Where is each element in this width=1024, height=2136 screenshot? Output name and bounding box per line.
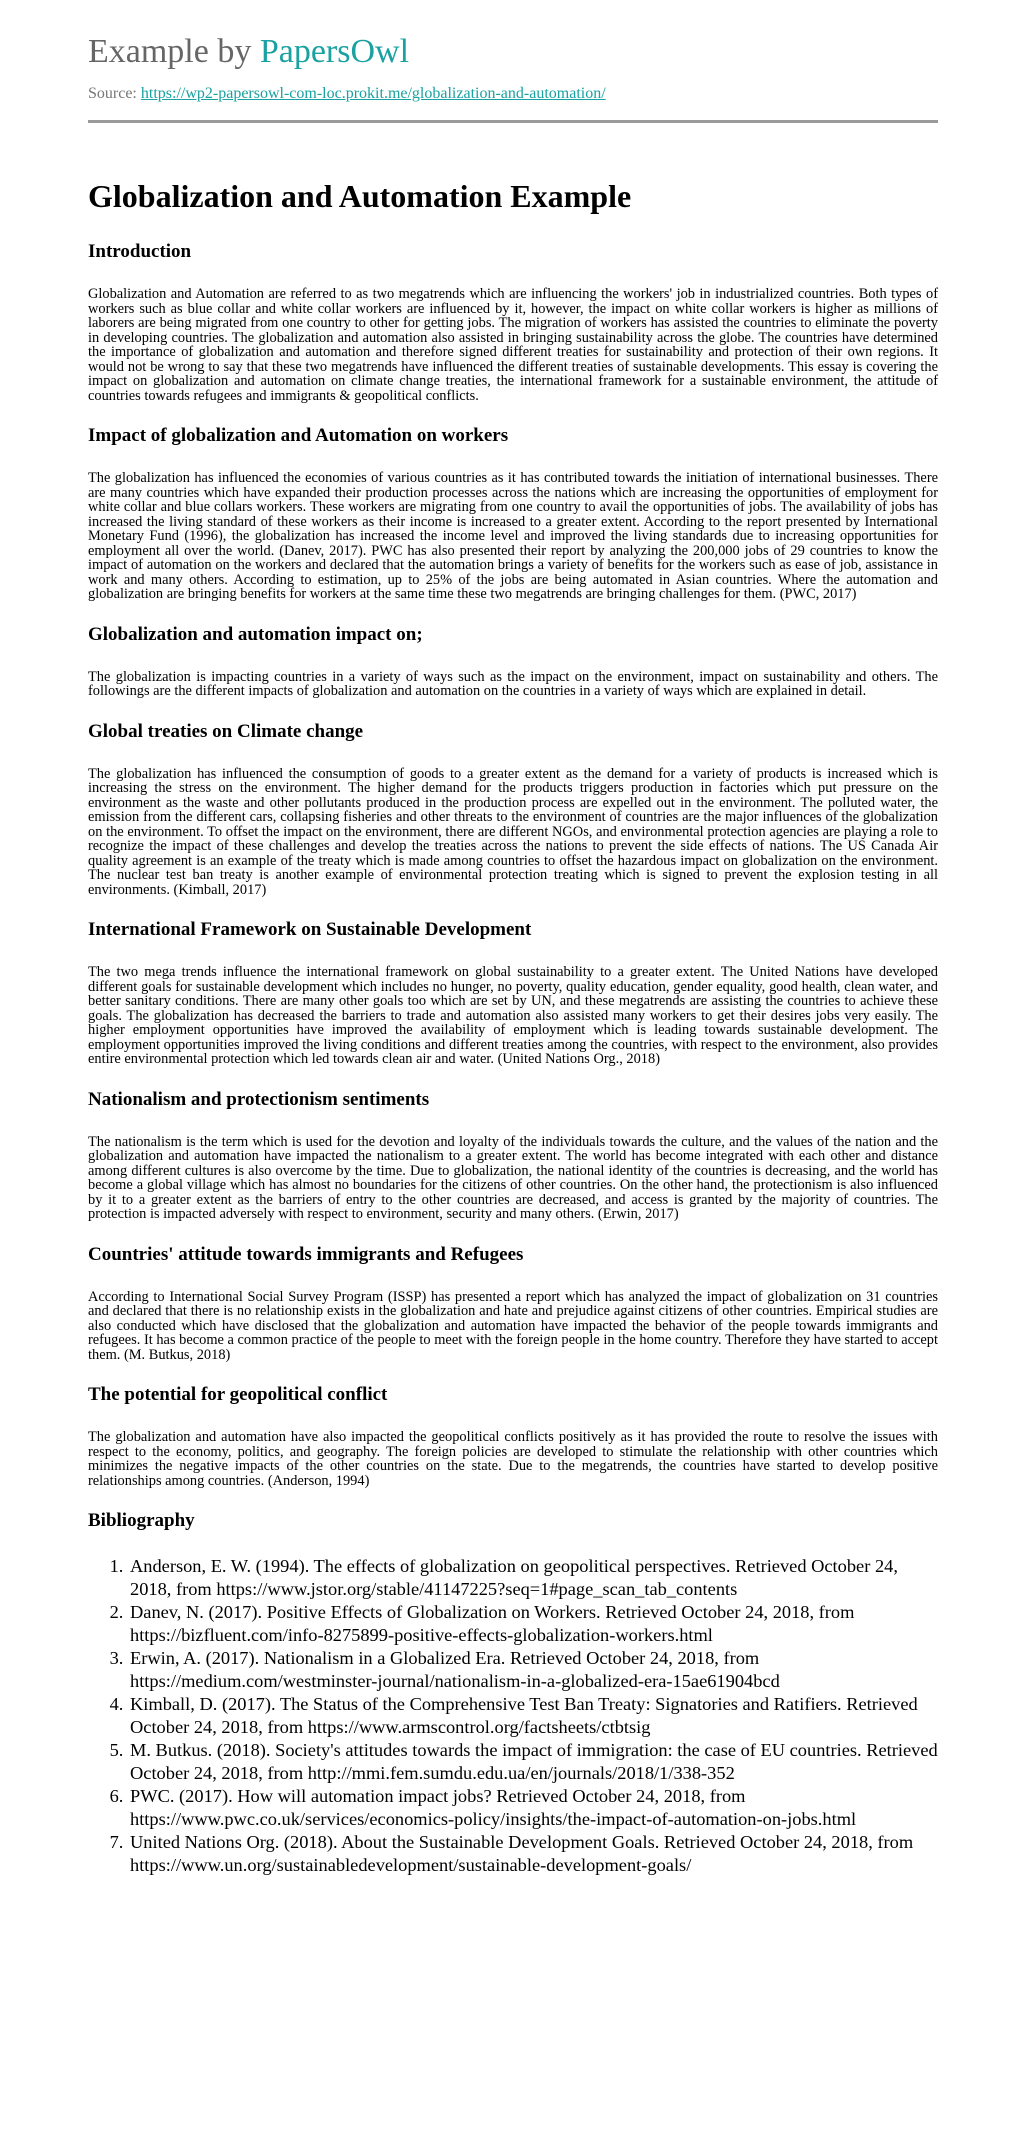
section-body-nationalism: The nationalism is the term which is used for the devotion and loyalty of the individuals towards the culture, and the values of the nation and the globalization and automation have impacted the nationalism to a greater extent. The world has become integrated with each other and distance among different cultures is also overcome by the time. Due to globalization, the national identity of the countries is decreasing, and the world has become a global village which has almost no boundaries for the citizens of other countries. On the other hand, the protectionism is also influenced by it to a greater extent as the barriers of entry to the other countries are decreased, and access is granted by the majority of countries. The protection is impacted adversely with respect to environment, security and many others. (Erwin, 2017) <box>88 1133 938 1222</box>
bibliography-list <box>88 1555 938 1877</box>
section-heading-nationalism: Nationalism and protectionism sentiments <box>88 1088 430 1110</box>
section-body-geopolitical: The globalization and automation have also impacted the geopolitical conflicts positively as it has provided the route to resolve the issues with respect to the economy, politics, and geography. The foreign policies are developed to stimulate the relationship with other countries which minimizes the negative impacts of the other countries on the state. Due to the megatrends, the countries have started to develop positive relationships among countries. (Anderson, 1994) <box>88 1429 938 1489</box>
brand-prefix: Example by <box>88 33 252 70</box>
section-heading-geopolitical: The potential for geopolitical conflict <box>88 1384 388 1405</box>
brand-name: PapersOwl <box>259 33 410 70</box>
section-body-impact-on-workers: The globalization has influenced the economies of various countries as it has contributed towards the initiation of international businesses. There are many countries which have expanded their production processes across the nations which are increasing the opportunities of employment for white collar and blue collars workers. These workers are migrating from one country to avail the opportunities of jobs. The availability of jobs has increased the living standard of these workers as their income is increased to a greater extent. According to the report presented by International Monetary Fund (1996), the globalization has increased the income level and improved the living standards due to increasing opportunities for employment all over the world. (Danev, 2017). PWC has also presented their report by analyzing the 200,000 jobs of 29 countries to know the impact of automation on the workers and declared that the automation brings a variety of benefits for the workers such as ease of job, assistance in work and many others. According to estimation, up to 25% of the jobs are being automated in Asian countries. Where the automation and globalization are bringing benefits for workers at the same time these two megatrends are bringing challenges for them. (PWC, 2017) <box>88 470 938 602</box>
document-page <box>88 0 938 1877</box>
section-heading-impact-on: Globalization and automation impact on; <box>88 623 423 645</box>
source-label: Source: <box>88 85 137 102</box>
bibliography-item: 7. United Nations Org. (2018). About the Sustainable Development Goals. Retrieved October 24, 2018, from https://www.un.org/sustainabledevelopment/sustainable-development-goals/ <box>128 1831 938 1877</box>
bibliography-item: 6. PWC. (2017). How will automation impact jobs? Retrieved October 24, 2018, from https://www.pwc.co.uk/services/economics-policy/insights/the-impact-of-automation-on-jobs.html <box>128 1785 938 1831</box>
section-body-impact-on: The globalization is impacting countries in a variety of ways such as the impact on the environment, impact on sustainability and others. The followings are the different impacts of globalization and automation on the countries in a variety of ways which are explained in detail. <box>88 668 938 699</box>
bibliography-item: 3. Erwin, A. (2017). Nationalism in a Globalized Era. Retrieved October 24, 2018, from https://medium.com/westminster-journal/nationalism-in-a-globalized-era-15ae61904bcd <box>128 1647 938 1693</box>
bibliography-heading: Bibliography <box>88 1510 195 1531</box>
bibliography-item: 4. Kimball, D. (2017). The Status of the Comprehensive Test Ban Treaty: Signatories and Ratifiers. Retrieved October 24, 2018, from https://www.armscontrol.org/factsheets/ctbtsig <box>128 1693 938 1739</box>
section-body-introduction: Globalization and Automation are referred to as two megatrends which are influencing the workers' job in industrialized countries. Both types of workers such as blue collar and white collar workers are influenced by it, however, the impact on white collar workers is higher as millions of laborers are being migrated from one country to other for getting jobs. The migration of workers has assisted the countries to eliminate the poverty in developing countries. The globalization and automation also assisted in bringing sustainability across the globe. The countries have determined the importance of globalization and automation and therefore signed different treaties for sustainability and protection of their own regions. It would not be wrong to say that these two megatrends have influenced the different treaties of sustainable developments. This essay is covering the impact on globalization and automation on climate change treaties, the international framework for a sustainable environment, the attitude of countries towards refugees and immigrants & geopolitical conflicts. <box>88 286 938 404</box>
section-body-immigrants: According to International Social Survey Program (ISSP) has presented a report which has analyzed the impact of globalization on 31 countries and declared that there is no relationship exists in the globalization and hate and prejudice against citizens of other countries. Empirical studies are also conducted which have disclosed that the globalization and automation have impacted the behavior of the people towards immigrants and refugees. It has become a common practice of the people to meet with the foreign people in the home country. Therefore they have started to accept them. (M. Butkus, 2018) <box>88 1288 938 1363</box>
section-body-climate-treaties: The globalization has influenced the consumption of goods to a greater extent as the demand for a variety of products is increased which is increasing the stress on the environment. The higher demand for the products triggers production in factories which put pressure on the environment as the waste and other pollutants produced in the production process are expelled out in the environment. The polluted water, the emission from the different cars, collapsing fisheries and other threats to the environment of countries are the major influences of the globalization on the environment. To offset the impact on the environment, there are different NGOs, and environmental protection agencies are playing a role to recognize the impact of these challenges and develop the treaties across the nations to prevent the side effects of nations. The US Canada Air quality agreement is an example of the treaty which is made among countries to offset the hazardous impact on globalization on the environment. The nuclear test ban treaty is another example of environmental protection treating which is signed to prevent the explosion testing in all environments. (Kimball, 2017) <box>88 765 938 898</box>
section-heading-climate-treaties: Global treaties on Climate change <box>88 720 364 742</box>
page-title: Globalization and Automation Example <box>88 178 632 214</box>
source-line <box>88 84 938 104</box>
bibliography-item: 5. M. Butkus. (2018). Society's attitudes towards the impact of immigration: the case of EU countries. Retrieved October 24, 2018, from http://mmi.fem.sumdu.edu.ua/en/journals/2018/1/338-352 <box>128 1739 938 1785</box>
section-heading-sustainable-framework: International Framework on Sustainable Development <box>88 919 532 940</box>
section-heading-impact-on-workers: Impact of globalization and Automation on workers <box>88 425 509 446</box>
header-divider <box>88 120 938 123</box>
bibliography-item: 2. Danev, N. (2017). Positive Effects of Globalization on Workers. Retrieved October 24, 2018, from https://bizfluent.com/info-8275899-positive-effects-globalization-workers.html <box>128 1601 938 1647</box>
bibliography-item: 1. Anderson, E. W. (1994). The effects of globalization on geopolitical perspectives. Retrieved October 24, 2018, from https://www.jstor.org/stable/41147225?seq=1#page_scan_tab_contents <box>128 1555 938 1601</box>
section-body-sustainable-framework: The two mega trends influence the international framework on global sustainability to a greater extent. The United Nations have developed different goals for sustainable development which includes no hunger, no poverty, quality education, gender equality, good health, clean water, and better sanitary conditions. There are many other goals too which are set by UN, and these megatrends are assisting the countries to achieve these goals. The globalization has decreased the barriers to trade and automation also assisted many workers to get their desires jobs very easily. The higher employment opportunities have improved the availability of employment which is leading towards sustainable development. The employment opportunities improved the living conditions and different treaties among the countries, with respect to the environment, also provides entire environmental protection which led towards clean air and water. (United Nations Org., 2018) <box>88 964 938 1067</box>
section-heading-introduction: Introduction <box>88 241 192 262</box>
source-link[interactable]: https://wp2-papersowl-com-loc.prokit.me/globalization-and-automation/ <box>140 85 606 102</box>
brand-header <box>88 32 938 72</box>
section-heading-immigrants: Countries' attitude towards immigrants and Refugees <box>88 1243 524 1265</box>
